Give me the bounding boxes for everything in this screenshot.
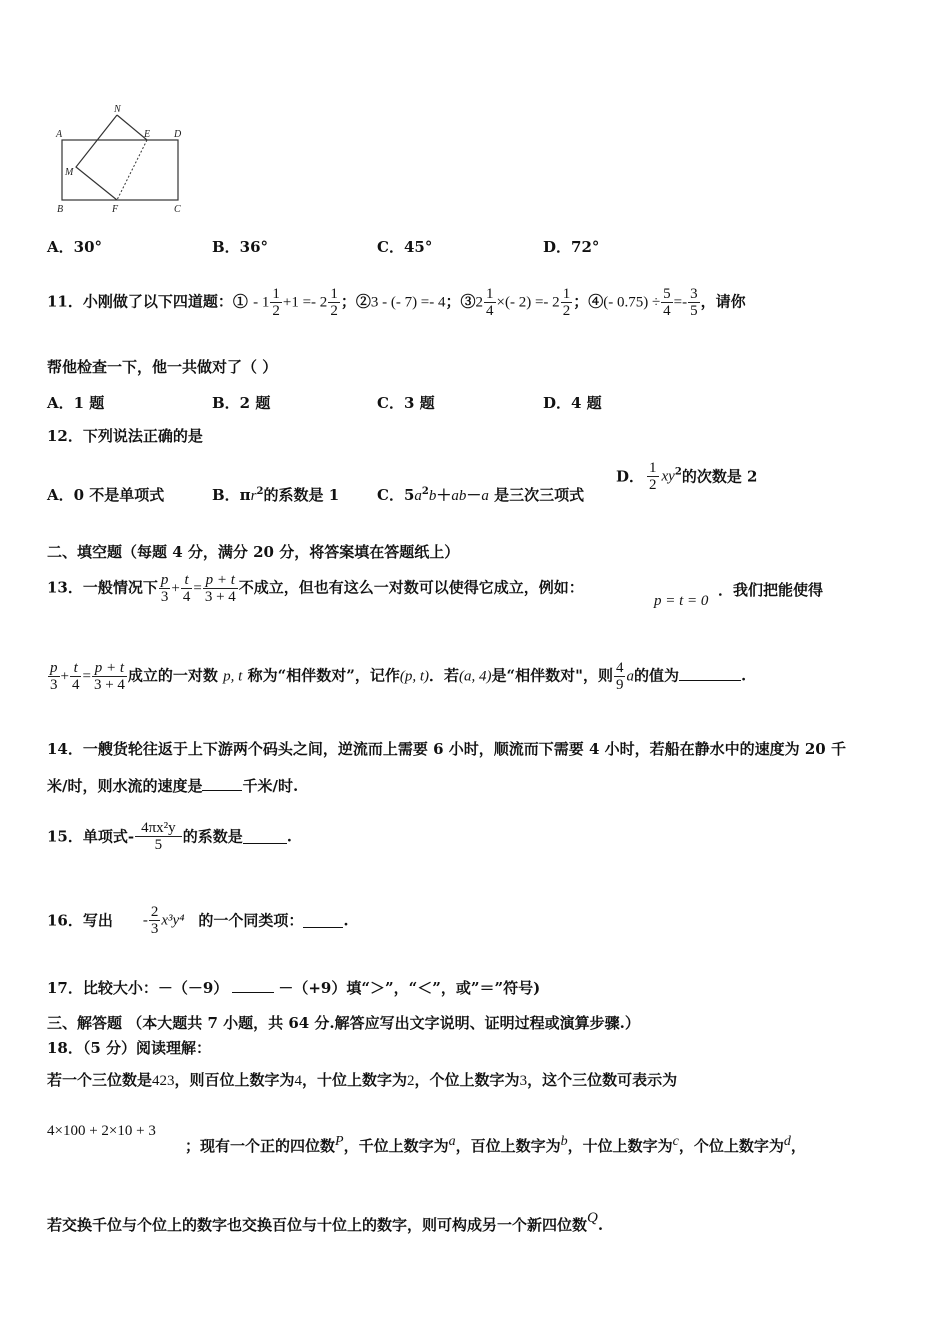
q16-line: 16．写出 - $\frac{2}{3}$ x³y⁴ 的一个同类项： . bbox=[47, 904, 349, 937]
q14-line1: 14．一艘货轮往返于上下游两个码头之间，逆流而上需要 6 小时，顺流而下需要 4 小时，若船在静水中的速度为 20 千 bbox=[47, 740, 846, 758]
expr1-b: +1 =- 2 bbox=[282, 294, 328, 311]
expr3-b: ×(- 2) =- 2 bbox=[496, 294, 560, 311]
q13-example: p = t = 0 bbox=[654, 593, 709, 609]
label-f: F bbox=[112, 204, 119, 215]
expr4-frac: $\frac{5}{4}$ bbox=[663, 286, 671, 319]
sep2: ；③ bbox=[445, 292, 476, 311]
q13-tail: ．我们把能使得 bbox=[718, 581, 824, 599]
geometry-figure bbox=[50, 100, 200, 220]
expr3-frac2: $\frac{1}{2}$ bbox=[562, 286, 571, 319]
label-e: E bbox=[144, 129, 151, 140]
segment-ne bbox=[117, 115, 147, 140]
q15-line: 15．单项式- $\frac{\text{4πx²y}}{5}$ 的系数是 . bbox=[47, 820, 292, 853]
expr3-frac: $\frac{1}{4}$ bbox=[486, 286, 494, 319]
expr1-a: - 1 bbox=[253, 294, 270, 311]
q13-line2: $\frac{p}{3}$ + $\frac{t}{4}$ = $\frac{p + t}{3 + 4}$ 成立的一对数 p, t 称为“相伴数对”，记作(p, t)．若(a, 4)是“相伴数对"，则 $\frac{4}{9}$ a的值为 . bbox=[50, 660, 747, 693]
q11-line2: 帮他检查一下，他一共做对了（ ） bbox=[47, 358, 278, 376]
q12-option-a: A．0 不是单项式 bbox=[47, 486, 165, 504]
q13-frac3: $\frac{p + t}{3 + 4}$ bbox=[204, 572, 236, 605]
fold-line-ef bbox=[117, 140, 147, 200]
q12-option-b: B．$\pi r^2$的系数是 1 bbox=[212, 486, 340, 504]
circle-1: ① bbox=[232, 292, 248, 311]
q15-answer-blank bbox=[243, 829, 287, 844]
q11-option-b: B．2 题 bbox=[212, 394, 271, 412]
expr1-frac: $\frac{1}{2}$ bbox=[272, 286, 280, 319]
q13-l2-frac3: $\frac{p + t}{3 + 4}$ bbox=[93, 660, 125, 693]
label-m: M bbox=[65, 167, 74, 178]
expr4-a: (- 0.75) ÷ bbox=[603, 294, 661, 311]
q13-frac1: $\frac{p}{3}$ bbox=[160, 572, 169, 605]
folded-triangle bbox=[76, 115, 117, 200]
q13-answer-blank bbox=[679, 666, 741, 681]
q13-l2-frac4: $\frac{4}{9}$ bbox=[615, 660, 624, 693]
q11-tail: ，请你 bbox=[700, 292, 746, 311]
q11-option-d: D．4 题 bbox=[543, 394, 602, 412]
sep3: ；④ bbox=[573, 292, 604, 311]
q12-option-c: C．$5a^2b+ab-a$ 是三次三项式 bbox=[377, 486, 585, 504]
expr1-frac2: $\frac{1}{2}$ bbox=[330, 286, 338, 319]
q13-number: 13．一般情况下 bbox=[47, 578, 158, 597]
q18-line2: ；现有一个正的四位数$^P$，千位上数字为$^a$，百位上数字为$^b$，十位上数字为$^c$，个位上数字为$^d$， bbox=[185, 1134, 806, 1155]
label-n: N bbox=[114, 104, 121, 115]
q13-line1: 13．一般情况下 $\frac{p}{3}$ + $\frac{t}{4}$ = $\frac{p + t}{3 + 4}$ 不成立，但也有这么一对数可以使得它成立，例如： bbox=[47, 572, 584, 605]
q11-option-a: A．1 题 bbox=[47, 394, 105, 412]
label-a: A bbox=[56, 129, 63, 140]
q18-line1: 若一个三位数是423，则百位上数字为4，十位上数字为2，个位上数字为3，这个三位数可表示为 bbox=[47, 1071, 678, 1089]
section-3-heading: 三、解答题 （本大题共 7 小题，共 64 分.解答应写出文字说明、证明过程或演算步骤.） bbox=[47, 1014, 640, 1032]
sep1: ；② bbox=[340, 292, 371, 311]
expr3-a: 2 bbox=[475, 294, 484, 311]
q13-l2-frac1: $\frac{p}{3}$ bbox=[50, 660, 58, 693]
expr4-b: =- bbox=[673, 294, 688, 311]
q12-stem: 12．下列说法正确的是 bbox=[47, 427, 203, 445]
q10-option-a: A．30° bbox=[47, 238, 103, 256]
q15-frac: $\frac{\text{4πx²y}}{5}$ bbox=[135, 820, 182, 853]
q17-answer-blank bbox=[232, 978, 274, 993]
q10-option-c: C．45° bbox=[377, 238, 433, 256]
q16-frac: $\frac{2}{3}$ bbox=[150, 904, 159, 937]
q11-line1 bbox=[47, 286, 746, 319]
label-c: C bbox=[174, 204, 181, 215]
q16-answer-blank bbox=[303, 913, 343, 928]
q11-option-c: C．3 题 bbox=[377, 394, 435, 412]
q11-intro: 小刚做了以下四道题： bbox=[82, 292, 233, 311]
q17-line: 17．比较大小：－（－9） －（+9）填“＞”，“＜”，或”＝”符号) bbox=[47, 979, 541, 997]
q14-answer-blank bbox=[202, 776, 242, 791]
q12-d-frac: $\frac{1}{2}$ bbox=[649, 460, 657, 493]
q18-line3: 若交换千位与个位上的数字也交换百位与十位上的数字，则可构成另一个新四位数$^Q$. bbox=[47, 1210, 604, 1234]
q11-number: 11． bbox=[47, 292, 83, 311]
label-d: D bbox=[174, 129, 182, 140]
q18-expr: 4×100 + 2×10 + 3 bbox=[47, 1123, 156, 1139]
label-b: B bbox=[57, 204, 64, 215]
expr2: 3 - (- 7) =- 4 bbox=[370, 294, 446, 311]
expr4-frac2: $\frac{3}{5}$ bbox=[690, 286, 698, 319]
q18-head: 18．（5 分）阅读理解： bbox=[47, 1039, 212, 1057]
q13-frac2: $\frac{t}{4}$ bbox=[182, 572, 191, 605]
q13-l2-frac2: $\frac{t}{4}$ bbox=[71, 660, 80, 693]
q14-line2: 米/时，则水流的速度是 千米/时. bbox=[47, 777, 299, 795]
section-2-heading: 二、填空题（每题 4 分，满分 20 分，将答案填在答题纸上） bbox=[47, 543, 460, 561]
q13-mid: 不成立，但也有这么一对数可以使得它成立，例如： bbox=[238, 578, 584, 597]
q10-option-b: B．36° bbox=[212, 238, 269, 256]
q12-option-d: D． $\frac{1}{2}$ $xy^2$的次数是 2 bbox=[616, 460, 758, 493]
q10-option-d: D．72° bbox=[543, 238, 600, 256]
